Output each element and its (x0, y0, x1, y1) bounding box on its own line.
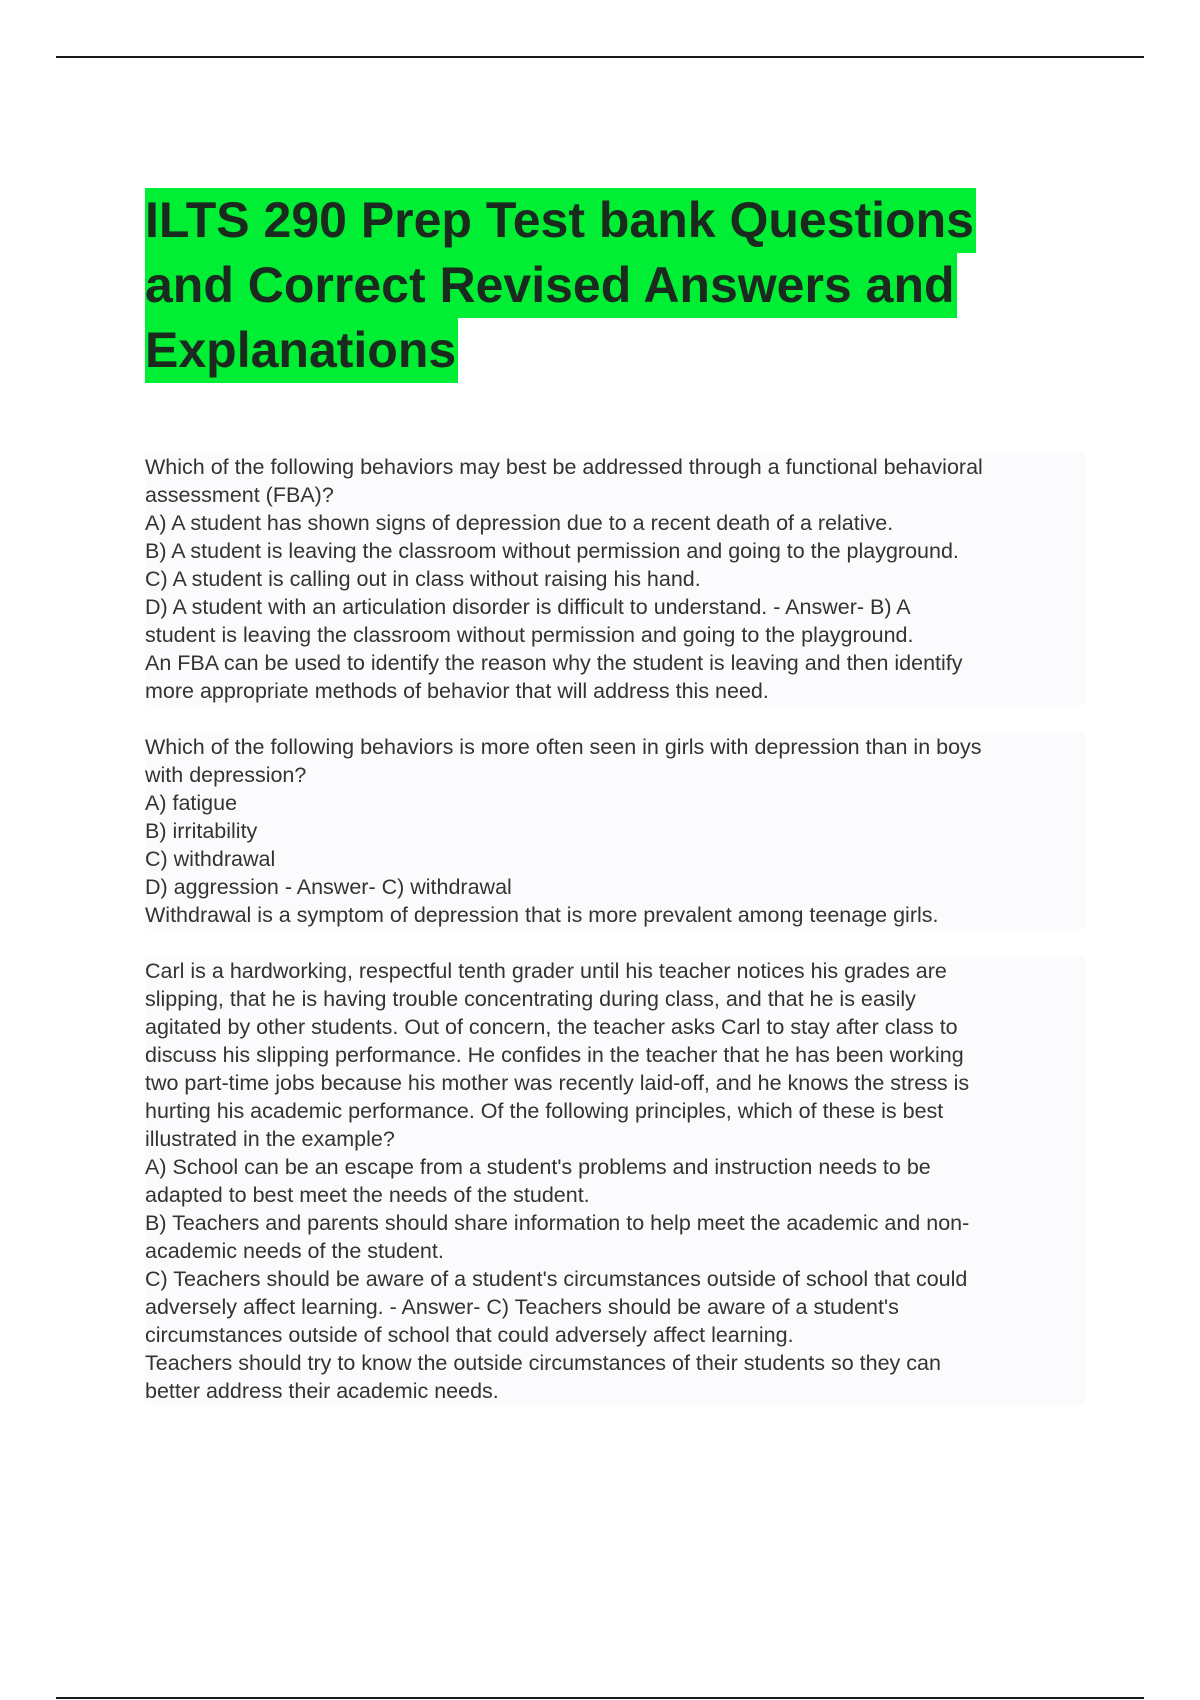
question-text-line: adversely affect learning. - Answer- C) Teachers should be aware of a student's (145, 1293, 1085, 1321)
document-title (145, 188, 1085, 383)
question-text-line: assessment (FBA)? (145, 481, 1085, 509)
question-text-line: B) irritability (145, 817, 1085, 845)
question-text-line: C) withdrawal (145, 845, 1085, 873)
question-text-line: with depression? (145, 761, 1085, 789)
question-block (145, 453, 1085, 705)
title-line: and Correct Revised Answers and (145, 253, 957, 318)
document-body (145, 188, 1085, 1433)
question-text-line: discuss his slipping performance. He confides in the teacher that he has been working (145, 1041, 1085, 1069)
title-line: ILTS 290 Prep Test bank Questions (145, 188, 976, 253)
question-text-line: two part-time jobs because his mother was recently laid-off, and he knows the stress is (145, 1069, 1085, 1097)
question-text-line: hurting his academic performance. Of the following principles, which of these is best (145, 1097, 1085, 1125)
question-text-line: illustrated in the example? (145, 1125, 1085, 1153)
question-list (145, 453, 1085, 1405)
question-text-line: D) A student with an articulation disorder is difficult to understand. - Answer- B) A (145, 593, 1085, 621)
question-text-line: C) A student is calling out in class without raising his hand. (145, 565, 1085, 593)
question-text-line: slipping, that he is having trouble concentrating during class, and that he is easily (145, 985, 1085, 1013)
question-text-line: Which of the following behaviors may best be addressed through a functional behavioral (145, 453, 1085, 481)
question-text-line: An FBA can be used to identify the reason why the student is leaving and then identify (145, 649, 1085, 677)
question-text-line: Teachers should try to know the outside circumstances of their students so they can (145, 1349, 1085, 1377)
question-text-line: Carl is a hardworking, respectful tenth grader until his teacher notices his grades are (145, 957, 1085, 985)
title-line: Explanations (145, 318, 458, 383)
question-text-line: A) A student has shown signs of depression due to a recent death of a relative. (145, 509, 1085, 537)
question-text-line: A) fatigue (145, 789, 1085, 817)
question-text-line: academic needs of the student. (145, 1237, 1085, 1265)
question-text-line: agitated by other students. Out of concern, the teacher asks Carl to stay after class to (145, 1013, 1085, 1041)
top-rule (56, 56, 1144, 58)
question-text-line: more appropriate methods of behavior that will address this need. (145, 677, 1085, 705)
question-text-line: B) A student is leaving the classroom without permission and going to the playground. (145, 537, 1085, 565)
question-block (145, 957, 1085, 1405)
question-text-line: D) aggression - Answer- C) withdrawal (145, 873, 1085, 901)
question-text-line: Withdrawal is a symptom of depression that is more prevalent among teenage girls. (145, 901, 1085, 929)
question-block (145, 733, 1085, 929)
question-text-line: A) School can be an escape from a student's problems and instruction needs to be (145, 1153, 1085, 1181)
question-text-line: circumstances outside of school that could adversely affect learning. (145, 1321, 1085, 1349)
bottom-rule (56, 1697, 1144, 1699)
question-text-line: better address their academic needs. (145, 1377, 1085, 1405)
question-text-line: Which of the following behaviors is more often seen in girls with depression than in boys (145, 733, 1085, 761)
question-text-line: C) Teachers should be aware of a student's circumstances outside of school that could (145, 1265, 1085, 1293)
question-text-line: student is leaving the classroom without permission and going to the playground. (145, 621, 1085, 649)
question-text-line: adapted to best meet the needs of the student. (145, 1181, 1085, 1209)
question-text-line: B) Teachers and parents should share information to help meet the academic and non- (145, 1209, 1085, 1237)
